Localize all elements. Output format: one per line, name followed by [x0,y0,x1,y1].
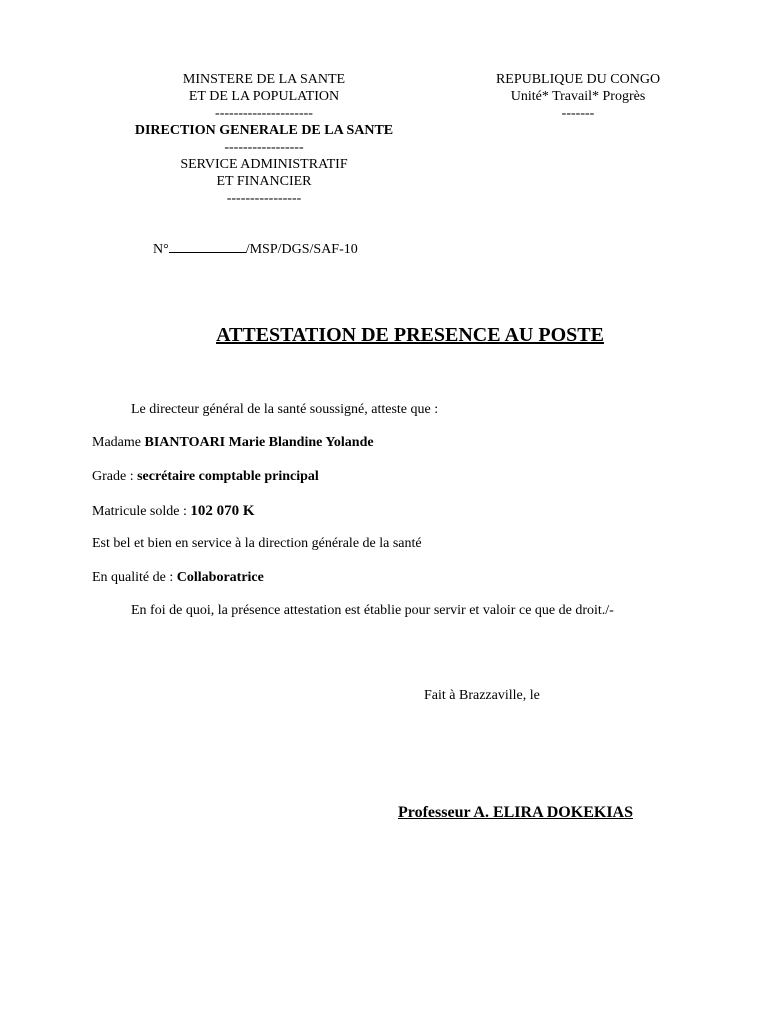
republic-header [470,71,686,122]
direction-title: DIRECTION GENERALE DE LA SANTE [134,123,394,138]
intro-line: Le directeur général de la santé soussigné, atteste que : [131,402,439,417]
signatory-name: Professeur A. ELIRA DOKEKIAS [398,804,633,821]
ministry-header [104,71,424,207]
ministry-line-2: ET DE LA POPULATION [188,89,340,104]
place-date: Fait à Brazzaville, le [424,688,540,703]
matricule-line [92,503,255,520]
name-label: Madame [92,435,145,450]
republic-separator: ------- [561,106,595,121]
matricule-value: 102 070 K [190,503,255,519]
document-title-text: ATTESTATION DE PRESENCE AU POSTE [216,324,604,346]
qualite-label: En qualité de : [92,570,177,585]
reference-suffix: /MSP/DGS/SAF-10 [245,242,358,257]
ministry-line-1: MINSTERE DE LA SANTE [182,72,346,87]
matricule-label: Matricule solde : [92,504,191,519]
service-line-1: SERVICE ADMINISTRATIF [180,157,348,172]
name-line [92,435,374,451]
country-name: REPUBLIQUE DU CONGO [495,72,661,87]
reference-number [153,239,358,258]
separator-1: --------------------- [215,106,313,121]
service-line-2: ET FINANCIER [216,174,312,189]
service-status-line: Est bel et bien en service à la direction générale de la santé [92,536,422,551]
grade-line [92,469,319,485]
separator-2: ----------------- [224,140,304,155]
separator-3: ---------------- [226,191,302,206]
closing-line: En foi de quoi, la présence attestation est établie pour servir et valoir ce que de droit./- [131,603,614,618]
qualite-line [92,570,264,586]
reference-prefix: N° [153,242,169,257]
grade-value: secrétaire comptable principal [137,469,319,484]
reference-blank [169,239,246,253]
name-value: BIANTOARI Marie Blandine Yolande [144,435,374,450]
qualite-value: Collaboratrice [176,570,264,585]
document-title [0,324,768,347]
national-motto: Unité* Travail* Progrès [510,89,646,104]
grade-label: Grade : [92,469,138,484]
